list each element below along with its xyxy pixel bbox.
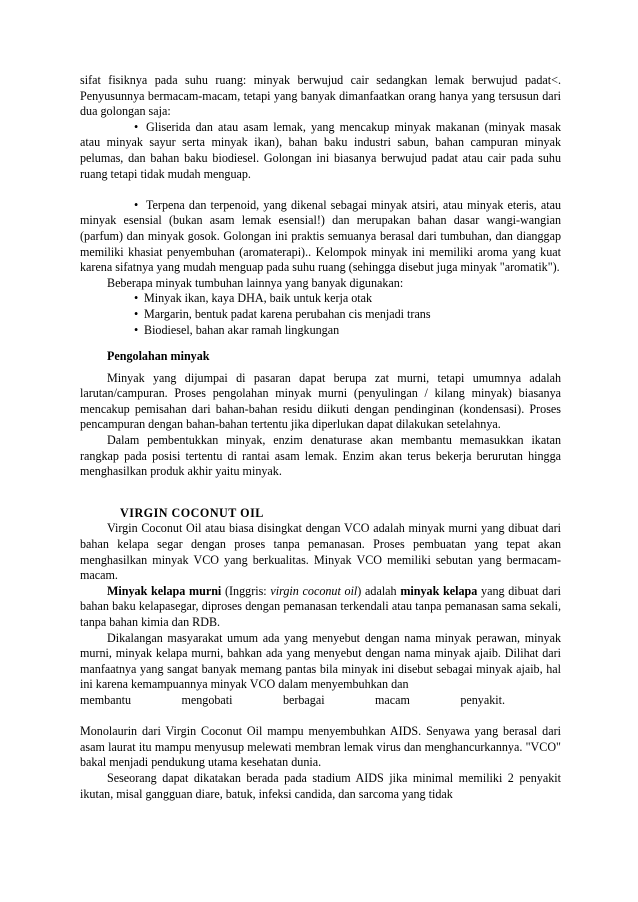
sub-bullet-item: • Minyak ikan, kaya DHA, baik untuk kerja otak [134, 291, 373, 306]
bullet-icon: • [134, 119, 139, 134]
heading-pengolahan: Pengolahan minyak [107, 349, 210, 364]
paragraph-pengolahan: Minyak yang dijumpai di pasaran dapat berupa zat murni, tetapi umumnya adalah larutan/campuran. Proses pengolahan minyak murni (penyulingan / kilang minyak) biasanya mencakup pemisahan dari bahan-bahan residu diikuti dengan pendinginan (kondensasi). Proses pencampuran dengan bahan-bahan tertentu jika diperlukan dapat dilakukan setelahnya. [80, 370, 561, 432]
bullet-terpena [80, 198, 561, 276]
paragraph-vco: Virgin Coconut Oil atau biasa disingkat dengan VCO adalah minyak murni yang dibuat dari bahan kelapa segar dengan proses tanpa pemanasan. Proses pembuatan yang tepat akan menghasilkan minyak VCO yang berkualitas. Minyak VCO memiliki sebutan yang bermacam-macam. [80, 521, 561, 583]
text-line: Penyusunnya bermacam-macam, tetapi yang banyak dimanfaatkan orang hanya yang tersusun dari dua golongan saja: [80, 88, 561, 119]
bullet-text: Gliserida dan atau asam lemak, yang mencakup minyak makanan (minyak masak atau minyak sayur serta minyak ikan), bahan baku industri sabun, bahan campuran minyak pelumas, dan bahan baku biodiesel. Golongan ini biasanya berwujud padat atau cair pada suhu ruang tetapi tidak mudah menguap. [80, 119, 561, 181]
term-english: virgin coconut oil [270, 583, 358, 598]
paragraph-seseorang: Seseorang dapat dikatakan berada pada stadium AIDS jika minimal memiliki 2 penyakit ikutan, misal gangguan diare, batuk, infeksi candida, dan sarcoma yang tidak [80, 770, 561, 801]
paragraph-dikalangan: Dikalangan masyarakat umum ada yang menyebut dengan nama minyak perawan, minyak murni, minyak kelapa murni, bahkan ada yang menyebut dengan nama minyak ajaib. Dilihat dari manfaatnya yang sangat banyak memang pantas bila minyak ini disebut sebagai minyak ajaib, hal ini karena kemampuannya minyak VCO dalam menyembuhkan dan [80, 630, 561, 692]
bullet-icon: • [134, 306, 139, 321]
paragraph-minyak-kelapa-murni: Minyak kelapa murni (Inggris: virgin coconut oil) adalah minyak kelapa yang dibuat dari bahan baku kelapasegar, diproses dengan pemanasan terkendali atau tanpa pemanasan sama sekali, tanpa bahan kimia dan RDB. [80, 583, 561, 629]
bullet-icon: • [134, 291, 139, 306]
bullet-icon: • [134, 322, 139, 337]
paragraph-dikalangan-last-line: membantu mengobati berbagai macam penyakit. [80, 692, 505, 707]
bullet-text: Terpena dan terpenoid, yang dikenal sebagai minyak atsiri, atau minyak eteris, atau minyak esensial (bukan asam lemak esensial!) dan merupakan bahan dasar wangi-wangian (parfum) dan minyak gosok. Golongan ini praktis semuanya berasal dari tumbuhan, dan dianggap memiliki khasiat penyembuhan (aromaterapi).. Kelompok minyak ini memiliki aroma yang kuat karena sifatnya yang mudah menguap pada suhu ruang (sehingga disebut juga minyak "aromatik"). [80, 197, 561, 275]
paragraph-beberapa: Beberapa minyak tumbuhan lainnya yang banyak digunakan: [107, 275, 404, 290]
sub-bullet-item: • Margarin, bentuk padat karena perubahan cis menjadi trans [134, 306, 431, 321]
paragraph-sifat-fisik [80, 73, 561, 120]
term-bold: Minyak kelapa murni [107, 583, 222, 598]
sub-bullet-item: • Biodiesel, bahan akar ramah lingkungan [134, 322, 340, 337]
paragraph-pembentukkan: Dalam pembentukkan minyak, enzim denaturase akan membantu memasukkan ikatan rangkap pada posisi tertentu di rantai asam lemak. Enzim akan terus bekerja berurutan hingga menghasilkan produk akhir yaitu minyak. [80, 433, 561, 479]
paragraph-monolaurin: Monolaurin dari Virgin Coconut Oil mampu menyembuhkan AIDS. Senyawa yang berasal dari asam laurat itu mampu menyusup melewati membran lemak virus dan menghancurkannya. "VCO" bakal menjadi pendukung utama kesehatan dunia. [80, 724, 561, 770]
bullet-icon: • [134, 197, 139, 212]
text-line: sifat fisiknya pada suhu ruang: minyak berwujud cair sedangkan lemak berwujud padat<. [80, 73, 561, 87]
document-page [80, 73, 561, 802]
heading-vco: VIRGIN COCONUT OIL [120, 505, 264, 520]
term-bold-2: minyak kelapa [400, 583, 478, 598]
bullet-gliserida [80, 120, 561, 182]
